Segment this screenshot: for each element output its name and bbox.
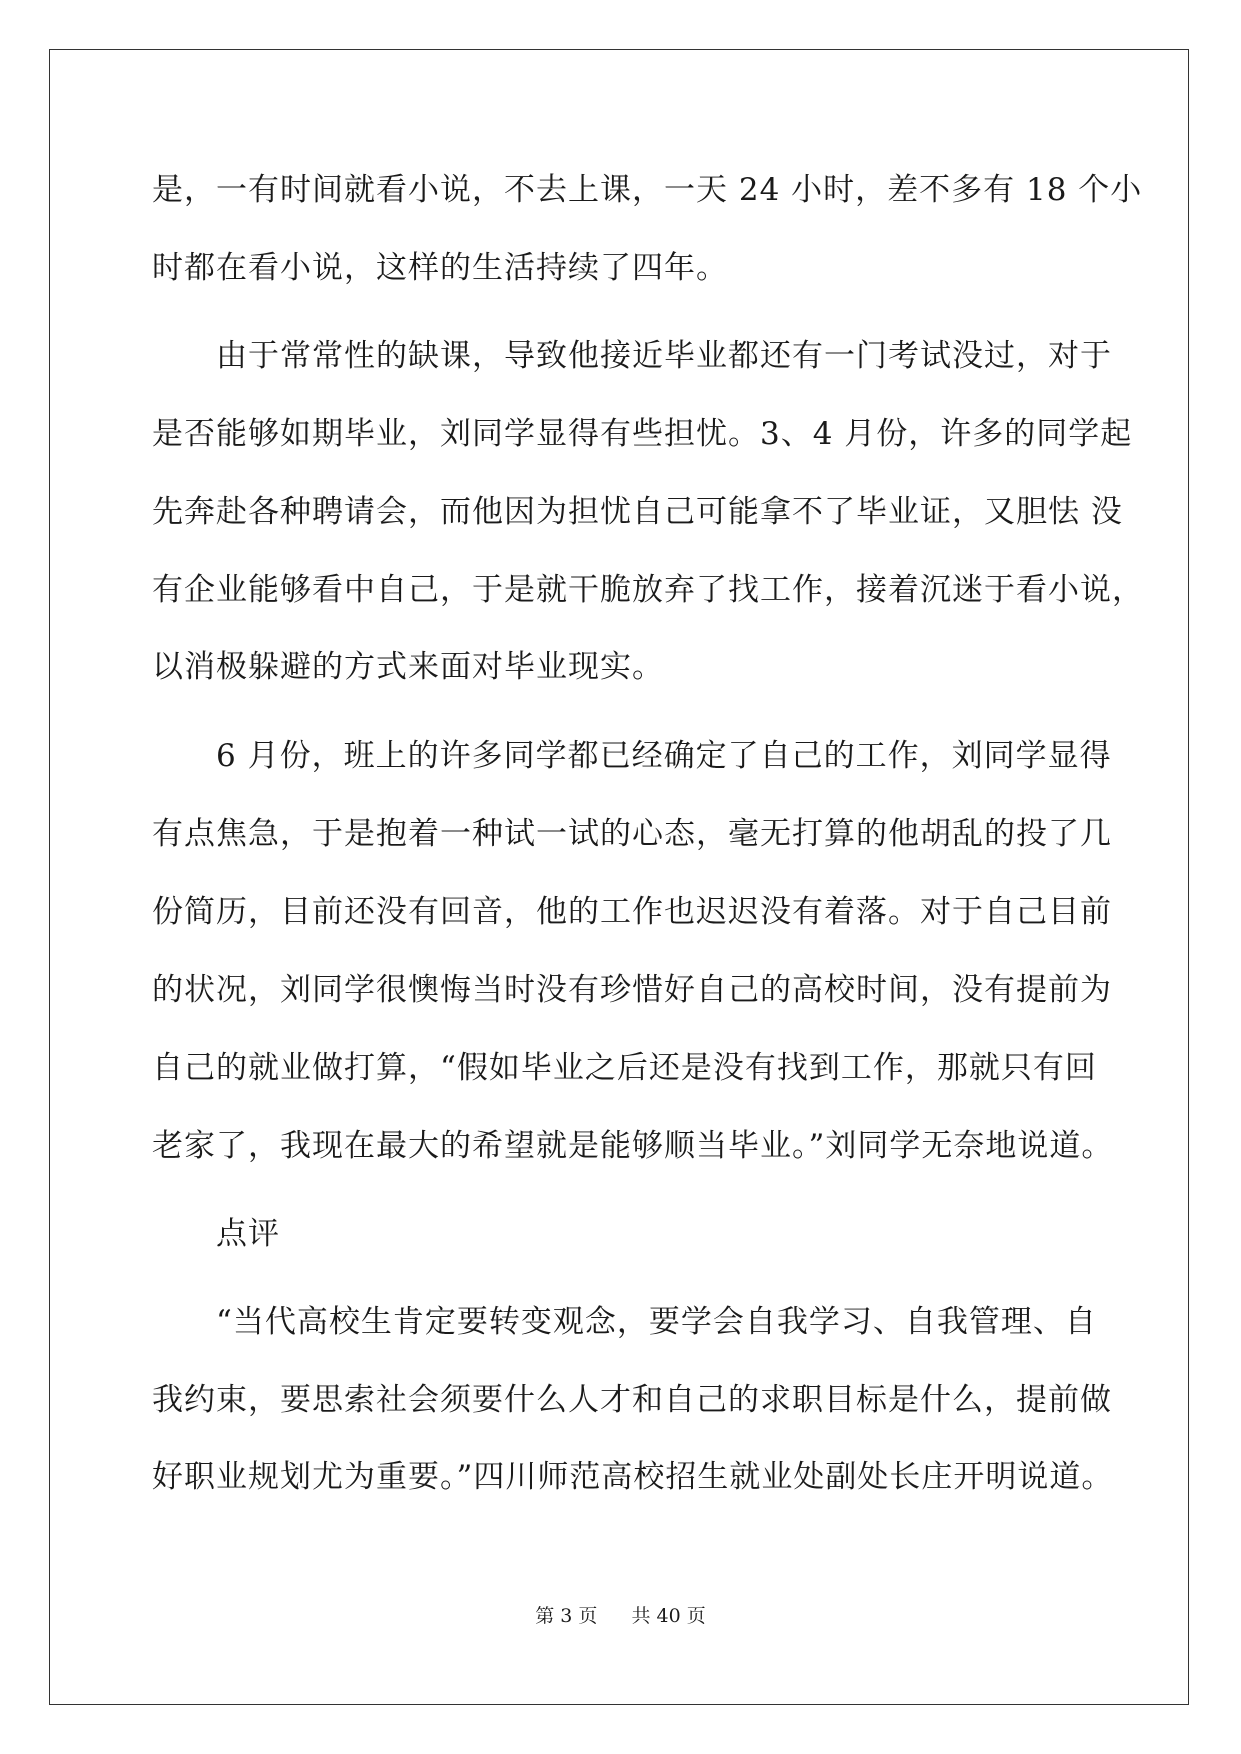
total-pages: 共 40 页: [631, 1605, 706, 1627]
text-line: 6 月份，班上的许多同学都已经确定了自己的工作，刘同学显得: [152, 738, 1112, 774]
section-heading: 点评: [152, 1216, 280, 1252]
text-line: 是否能够如期毕业，刘同学显得有些担忧。3、4 月份，许多的同学起: [152, 416, 1133, 452]
text-line: 有企业能够看中自己，于是就干脆放弃了找工作，接着沉迷于看小说，: [152, 572, 1144, 608]
text-line: 自己的就业做打算，“假如毕业之后还是没有找到工作，那就只有回: [152, 1050, 1097, 1086]
text-line: 由于常常性的缺课，导致他接近毕业都还有一门考试没过，对于: [152, 338, 1112, 374]
text-line: 好职业规划尤为重要。”四川师范高校招生就业处副处长庄开明说道。: [152, 1459, 1114, 1495]
text-line: 是，一有时间就看小说，不去上课，一天 24 小时，差不多有 18 个小: [152, 172, 1143, 208]
text-line: 份简历，目前还没有回音，他的工作也迟迟没有着落。对于自己目前: [152, 894, 1112, 930]
page-number: 第 3 页: [535, 1605, 598, 1627]
page-footer: [0, 1604, 1241, 1628]
text-line: 先奔赴各种聘请会，而他因为担忧自己可能拿不了毕业证，又胆怯 没: [152, 494, 1123, 530]
text-line: 有点焦急，于是抱着一种试一试的心态，毫无打算的他胡乱的投了几: [152, 816, 1112, 852]
text-line: 以消极躲避的方式来面对毕业现实。: [152, 649, 664, 685]
text-line: 的状况，刘同学很懊悔当时没有珍惜好自己的高校时间，没有提前为: [152, 972, 1112, 1008]
text-line: “当代高校生肯定要转变观念，要学会自我学习、自我管理、自: [152, 1304, 1097, 1340]
text-line: 老家了，我现在最大的希望就是能够顺当毕业。”刘同学无奈地说道。: [152, 1128, 1114, 1164]
text-line: 我约束，要思索社会须要什么人才和自己的求职目标是什么，提前做: [152, 1382, 1112, 1418]
text-line: 时都在看小说，这样的生活持续了四年。: [152, 250, 728, 286]
